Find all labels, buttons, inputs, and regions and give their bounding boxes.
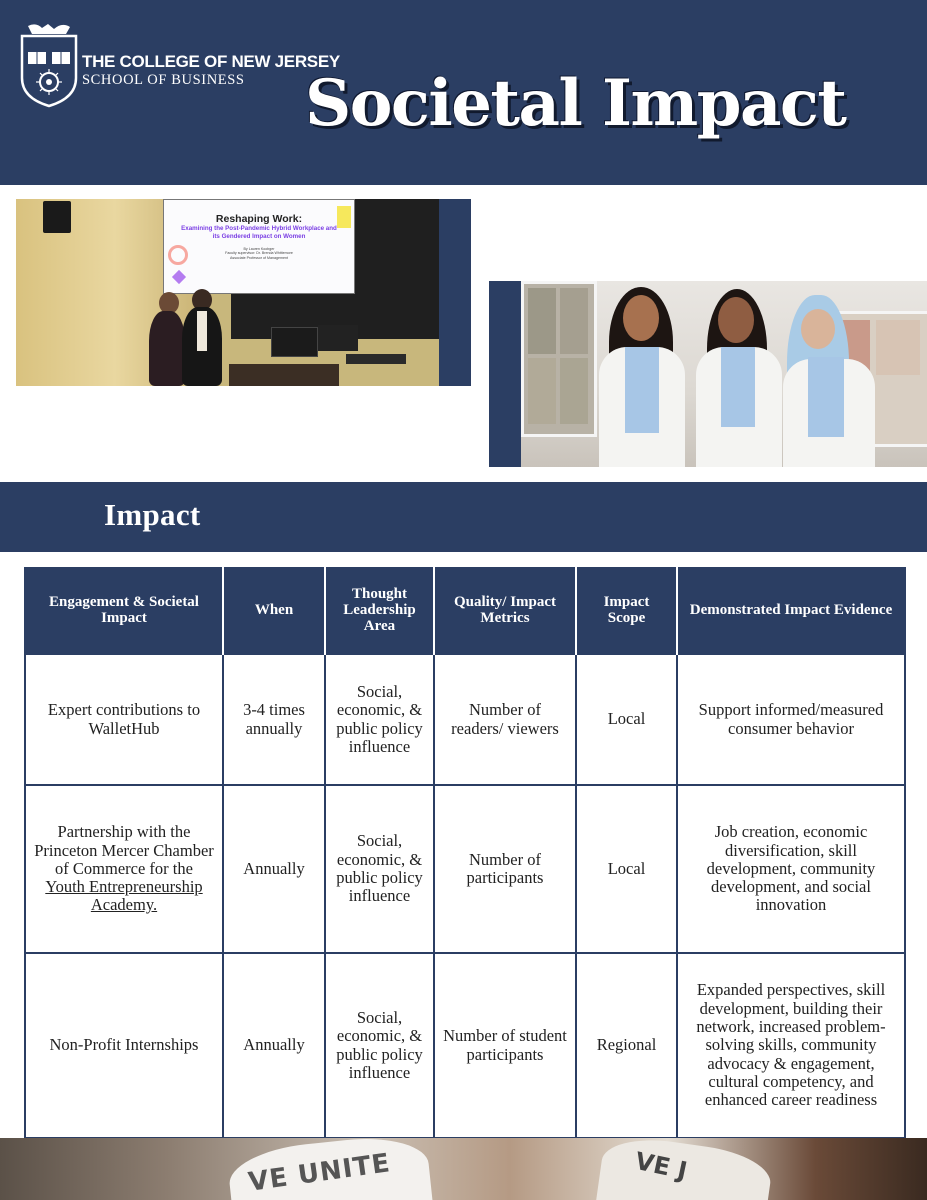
table-row xyxy=(25,785,905,953)
college-wordmark xyxy=(82,52,340,88)
cell-evidence: Job creation, economic diversification, skill development, community development, and social innovation xyxy=(677,785,905,953)
cell-when: 3-4 times annually xyxy=(223,654,325,785)
cell-area: Social, economic, & public policy influence xyxy=(325,785,434,953)
speaker-icon xyxy=(43,201,71,233)
projected-slide xyxy=(163,199,355,294)
cell-scope: Local xyxy=(576,654,677,785)
college-name: THE COLLEGE OF NEW JERSEY xyxy=(82,52,340,71)
cell-evidence: Expanded perspectives, skill development, building their network, increased problem-solving skills, community advocacy & engagement, cultural competency, and enhanced career readiness xyxy=(677,953,905,1138)
cell-when: Annually xyxy=(223,953,325,1138)
cell-metrics: Number of student participants xyxy=(434,953,576,1138)
table-row xyxy=(25,953,905,1138)
header-metrics: Quality/ Impact Metrics xyxy=(434,567,576,654)
slide-title: Reshaping Work: xyxy=(215,213,303,225)
header-scope: Impact Scope xyxy=(576,567,677,654)
cell-scope: Local xyxy=(576,785,677,953)
shirt-print-right: VE J xyxy=(632,1146,690,1186)
table-row xyxy=(25,654,905,785)
youth-academy-link[interactable]: Youth Entrepreneurship Academy. xyxy=(45,877,203,915)
college-seal-icon xyxy=(18,22,80,108)
cell-evidence: Support informed/measured consumer behavior xyxy=(677,654,905,785)
header-when: When xyxy=(223,567,325,654)
school-name: SCHOOL OF BUSINESS xyxy=(82,72,245,88)
cell-area: Social, economic, & public policy influence xyxy=(325,953,434,1138)
header-area: Thought Leadership Area xyxy=(325,567,434,654)
cell-engagement xyxy=(25,785,223,953)
students-photo xyxy=(489,281,927,467)
cell-area: Social, economic, & public policy influence xyxy=(325,654,434,785)
impact-table xyxy=(24,567,906,1139)
header-engagement: Engagement & Societal Impact xyxy=(25,567,223,654)
table-header-row xyxy=(25,567,905,654)
header-banner xyxy=(0,0,927,185)
header-evidence: Demonstrated Impact Evidence xyxy=(677,567,905,654)
cell-metrics: Number of participants xyxy=(434,785,576,953)
cell-when: Annually xyxy=(223,785,325,953)
engagement-text: Partnership with the Princeton Mercer Chamber of Commerce for the xyxy=(34,822,214,878)
page-title: Societal Impact xyxy=(305,66,846,141)
cell-scope: Regional xyxy=(576,953,677,1138)
cell-engagement: Non-Profit Internships xyxy=(25,953,223,1138)
footer-photo xyxy=(0,1138,927,1200)
cell-metrics: Number of readers/ viewers xyxy=(434,654,576,785)
slide-byline: By Lauren Koobger Faculty supervisor: Dr. Brenda Whittemore Associate Professor of Management xyxy=(225,247,293,260)
presentation-photo xyxy=(16,199,471,386)
shirt-print-left: VE UNITE xyxy=(246,1148,393,1198)
slide-subtitle: Examining the Post-Pandemic Hybrid Workplace and its Gendered Impact on Women xyxy=(181,225,337,240)
cell-engagement: Expert contributions to WalletHub xyxy=(25,654,223,785)
section-title: Impact xyxy=(104,497,201,532)
